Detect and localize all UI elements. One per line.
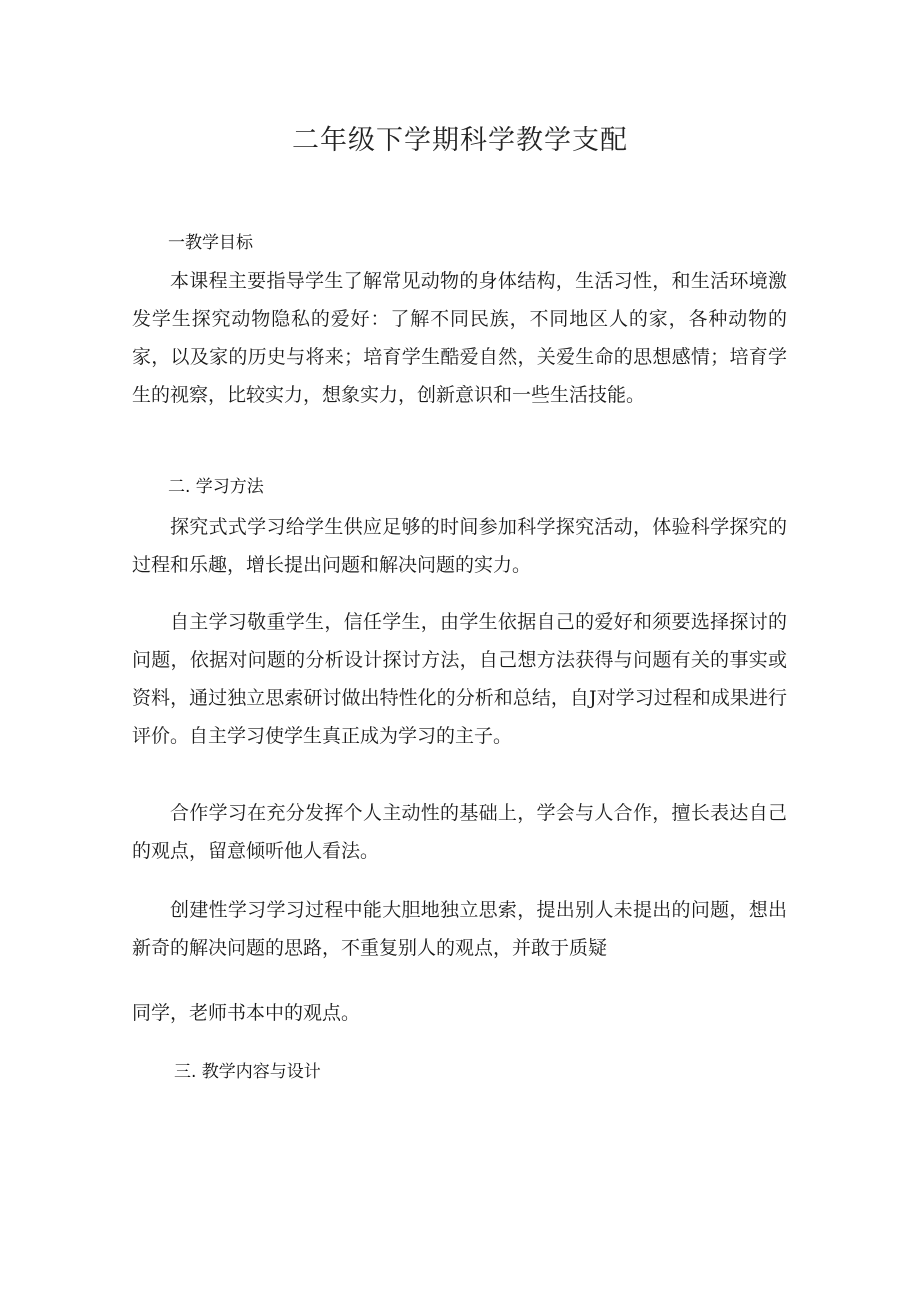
paragraph-creative-learning: 创建性学习学习过程中能大胆地独立思索，提出别人未提出的问题，想出新奇的解决问题的思路，不重复别人的观点，并敢于质疑	[132, 899, 787, 959]
section-heading-methods: 二. 学习方法	[168, 477, 264, 497]
paragraph-inquiry-learning: 探究式式学习给学生供应足够的时间参加科学探究活动，体验科学探究的过程和乐趣，增长提出问题和解决问题的实力。	[132, 516, 787, 576]
section-heading-content-design: 三. 教学内容与设计	[174, 1062, 321, 1082]
section-heading-objectives: 一教学目标	[168, 233, 253, 253]
paragraph-self-directed-learning: 自主学习敬重学生，信任学生，由学生依据自己的爱好和须要选择探讨的问题，依据对问题的分析设计探讨方法，自己想方法获得与问题有关的事实或资料，通过独立思索研讨做出特性化的分析和总结，自J对学习过程和成果进行评价。自主学习使学生真正成为学习的主子。	[132, 611, 787, 747]
page-title: 二年级下学期科学教学支配	[292, 125, 628, 156]
paragraph-objectives: 本课程主要指导学生了解常见动物的身体结构，生活习性，和生活环境激发学生探究动物隐私的爱好：了解不同民族，不同地区人的家，各种动物的家，以及家的历史与将来；培育学生酷爱自然，关爱生命的思想感情；培育学生的视察，比较实力，想象实力，创新意识和一些生活技能。	[132, 270, 787, 406]
paragraph-creative-learning-continued: 同学，老师书本中的观点。	[132, 1002, 361, 1024]
paragraph-cooperative-learning: 合作学习在充分发挥个人主动性的基础上，学会与人合作，擅长表达自己的观点，留意倾听他人看法。	[132, 802, 787, 862]
